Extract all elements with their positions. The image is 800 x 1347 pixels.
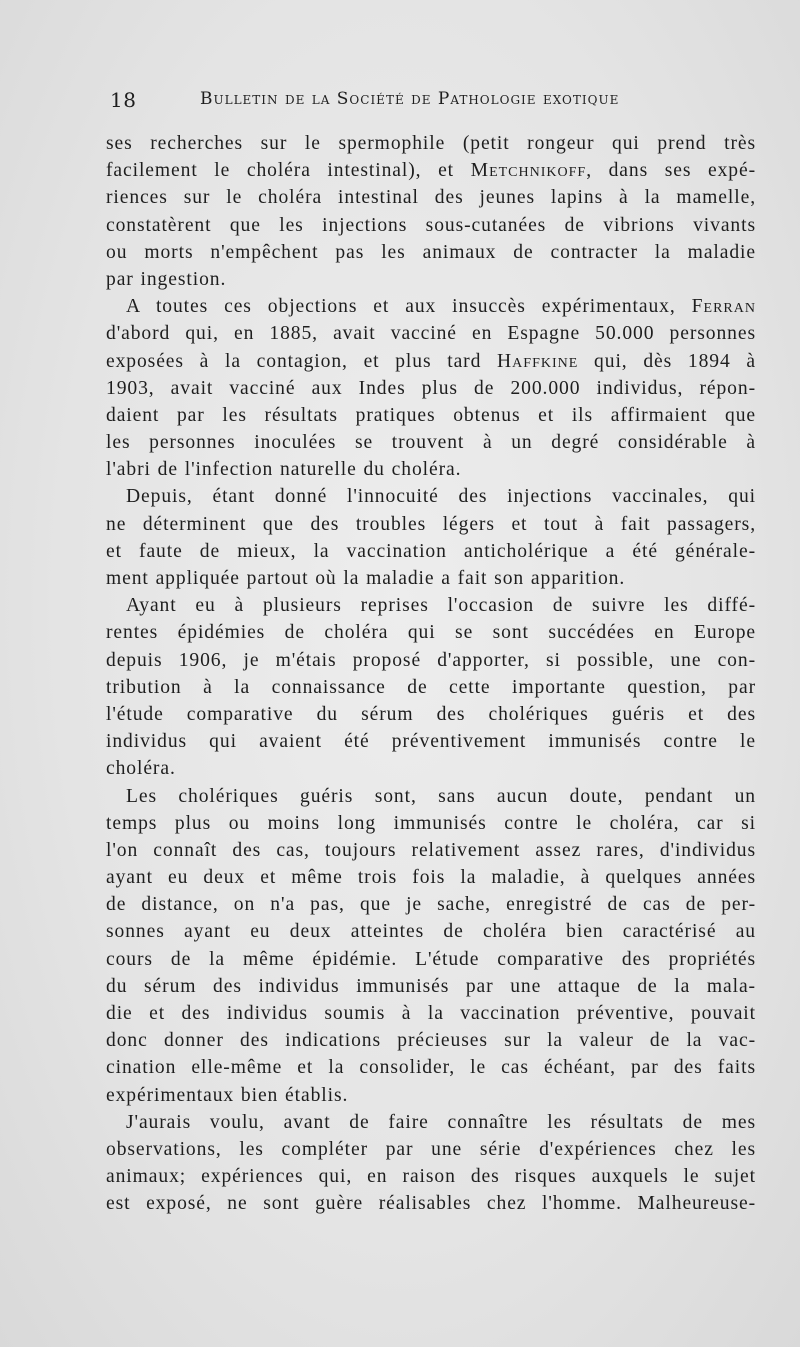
- text-line: constatèrent que les injections sous-cutanées de vibrions vivants: [106, 214, 756, 236]
- text-line: animaux; expériences qui, en raison des risques auxquels le sujet: [106, 1166, 756, 1188]
- text-line: A toutes ces objections et aux insuccès expérimentaux, Ferran: [126, 296, 756, 318]
- text-line: d'abord qui, en 1885, avait vacciné en Espagne 50.000 personnes: [106, 323, 756, 345]
- text-line: exposées à la contagion, et plus tard Haffkine qui, dès 1894 à: [106, 350, 756, 372]
- text-line: ses recherches sur le spermophile (petit rongeur qui prend très: [106, 133, 756, 154]
- text-line: observations, les compléter par une série d'expériences chez les: [106, 1138, 756, 1160]
- text-line: cination elle-même et la consolider, le cas échéant, par des faits: [106, 1057, 756, 1079]
- text-line: temps plus ou moins long immunisés contre le choléra, car si: [106, 812, 756, 834]
- text-line: depuis 1906, je m'étais proposé d'apporter, si possible, une con-: [106, 649, 756, 671]
- author-name: Ferran: [691, 296, 756, 318]
- text-line: ou morts n'empêchent pas les animaux de contracter la maladie: [106, 241, 756, 263]
- text-line: facilement le choléra intestinal), et Metchnikoff, dans ses expé-: [106, 160, 756, 182]
- text-line: du sérum des individus immunisés par une attaque de la mala-: [106, 975, 756, 997]
- text-line: die et des individus soumis à la vaccination préventive, pouvait: [106, 1003, 756, 1024]
- text-line: l'étude comparative du sérum des cholériques guéris et des: [106, 703, 756, 725]
- text-line: l'abri de l'infection naturelle du choléra.: [106, 459, 462, 481]
- text-line: rentes épidémies de choléra qui se sont succédées en Europe: [106, 622, 756, 644]
- text-line: ne déterminent que des troubles légers et tout à fait passagers,: [106, 513, 756, 535]
- text-line: sonnes ayant eu deux atteintes de choléra bien caractérisé au: [106, 921, 756, 943]
- body-text: [106, 130, 756, 1218]
- text-line: 1903, avait vacciné aux Indes plus de 200.000 individus, répon-: [106, 377, 756, 399]
- text-line: Depuis, étant donné l'innocuité des injections vaccinales, qui: [126, 486, 756, 508]
- text-line: donc donner des indications précieuses sur la valeur de la vac-: [106, 1030, 756, 1052]
- text-line: de distance, on n'a pas, que je sache, enregistré de cas de per-: [106, 894, 756, 916]
- text-line: les personnes inoculées se trouvent à un degré considérable à: [106, 432, 756, 454]
- running-header: [110, 88, 755, 114]
- text-line: riences sur le choléra intestinal des jeunes lapins à la mamelle,: [106, 187, 756, 209]
- text-line: choléra.: [106, 758, 176, 780]
- text-line: l'on connaît des cas, toujours relativement assez rares, d'individus: [106, 839, 756, 861]
- author-name: Haffkine: [497, 350, 579, 372]
- text-line: cours de la même épidémie. L'étude comparative des propriétés: [106, 948, 756, 970]
- text-line: Les cholériques guéris sont, sans aucun doute, pendant un: [126, 785, 756, 807]
- text-line: daient par les résultats pratiques obtenus et ils affirmaient que: [106, 404, 756, 426]
- text-line: par ingestion.: [106, 268, 227, 290]
- text-line: individus qui avaient été préventivement immunisés contre le: [106, 731, 756, 753]
- journal-title: Bulletin de la Société de Pathologie exotique: [200, 89, 620, 109]
- author-name: Metchnikoff: [470, 160, 587, 182]
- text-line: et faute de mieux, la vaccination anticholérique a été générale-: [106, 540, 756, 562]
- text-line: ayant eu deux et même trois fois la maladie, à quelques années: [106, 867, 756, 889]
- text-line: J'aurais voulu, avant de faire connaître les résultats de mes: [126, 1111, 756, 1133]
- text-line: ment appliquée partout où la maladie a fait son apparition.: [106, 568, 626, 589]
- text-line: est exposé, ne sont guère réalisables chez l'homme. Malheureuse-: [106, 1193, 756, 1215]
- text-line: Ayant eu à plusieurs reprises l'occasion de suivre les diffé-: [126, 595, 756, 617]
- text-line: tribution à la connaissance de cette importante question, par: [106, 676, 756, 698]
- page-number: 18: [110, 88, 137, 112]
- text-line: expérimentaux bien établis.: [106, 1084, 349, 1106]
